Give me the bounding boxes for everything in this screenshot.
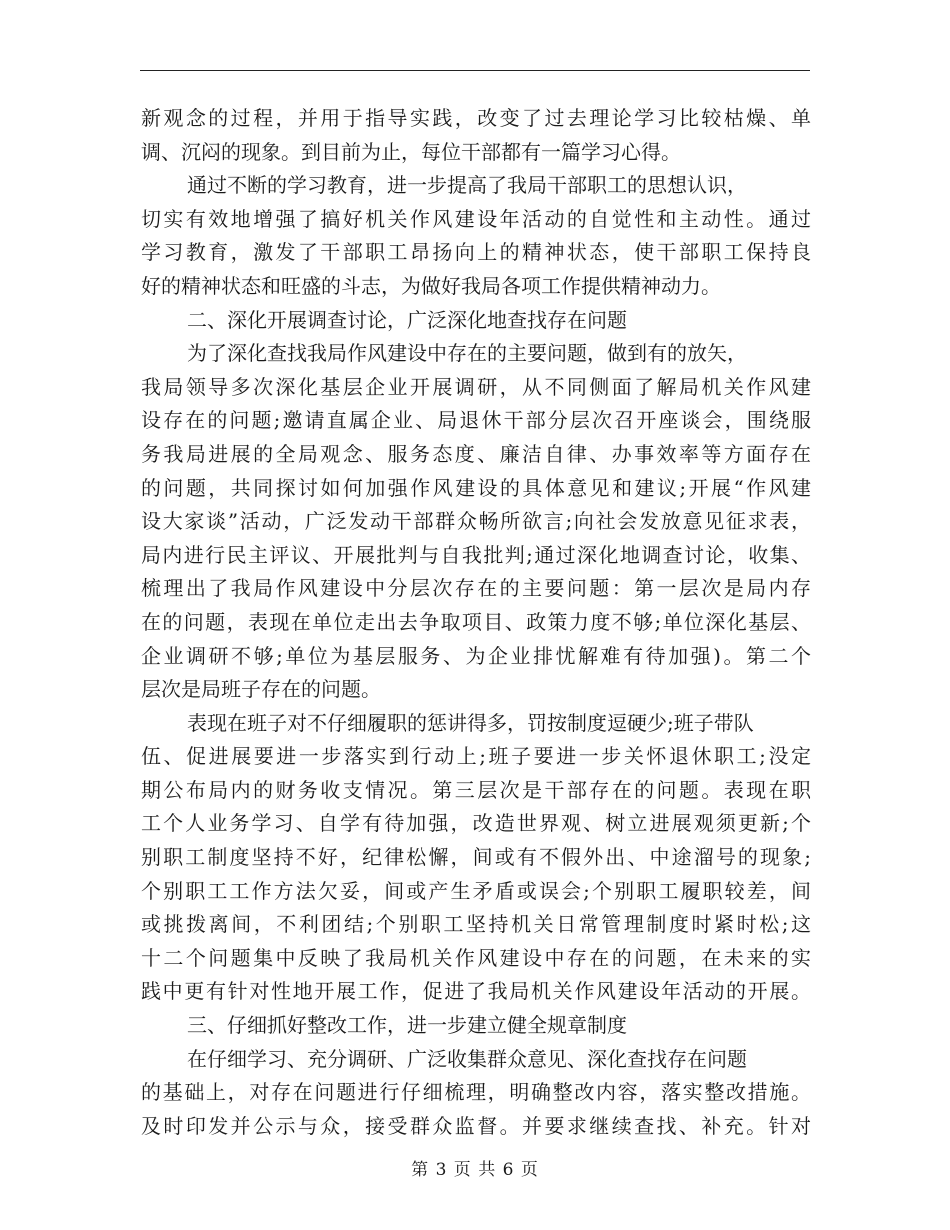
text-line: 为了深化查找我局作风建设中存在的主要问题，做到有的放矢， bbox=[187, 341, 747, 366]
text-line: 在的问题，表现在单位走出去争取项目、政策力度不够;单位深化基层、 bbox=[141, 609, 811, 634]
text-line: 调、沉闷的现象。到目前为止，每位干部都有一篇学习心得。 bbox=[141, 139, 681, 164]
text-line: 工个人业务学习、自学有待加强，改造世界观、树立进展观须更新;个 bbox=[141, 811, 811, 836]
page-number-footer: 第 3 页 共 6 页 bbox=[411, 1160, 539, 1180]
text-line: 设存在的问题;邀请直属企业、局退休干部分层次召开座谈会，围绕服 bbox=[141, 408, 811, 433]
text-line: 学习教育，激发了干部职工昂扬向上的精神状态，使干部职工保持良 bbox=[141, 240, 811, 265]
text-line: 新观念的过程，并用于指导实践，改变了过去理论学习比较枯燥、单 bbox=[141, 106, 811, 130]
text-line: 或挑拨离间，不利团结;个别职工坚持机关日常管理制度时紧时松;这 bbox=[141, 912, 811, 937]
text-line: 局内进行民主评议、开展批判与自我批判;通过深化地调查讨论，收集、 bbox=[141, 542, 811, 567]
text-line: 切实有效地增强了搞好机关作风建设年活动的自觉性和主动性。通过 bbox=[141, 206, 811, 231]
text-line: 梳理出了我局作风建设中分层次存在的主要问题：第一层次是局内存 bbox=[141, 576, 811, 601]
text-line: 企业调研不够;单位为基层服务、为企业排忧解难有待加强)。第二个 bbox=[141, 643, 811, 668]
text-line: 的问题，共同探讨如何加强作风建设的具体意见和建议;开展“作风建 bbox=[141, 475, 811, 500]
text-line: 好的精神状态和旺盛的斗志，为做好我局各项工作提供精神动力。 bbox=[141, 273, 721, 298]
text-line: 在仔细学习、充分调研、广泛收集群众意见、深化查找存在问题 bbox=[187, 1046, 747, 1071]
text-line: 期公布局内的财务收支情况。第三层次是干部存在的问题。表现在职 bbox=[141, 777, 811, 802]
text-line: 设大家谈”活动，广泛发动干部群众畅所欲言;向社会发放意见征求表， bbox=[141, 509, 811, 534]
text-line: 伍、促进展要进一步落实到行动上;班子要进一步关怀退休职工;没定 bbox=[141, 744, 811, 769]
section-heading: 三、仔细抓好整改工作，进一步建立健全规章制度 bbox=[187, 1013, 627, 1038]
document-body bbox=[141, 102, 811, 1143]
section-heading: 二、深化开展调查讨论，广泛深化地查找存在问题 bbox=[187, 307, 627, 332]
text-line: 通过不断的学习教育，进一步提高了我局干部职工的思想认识， bbox=[187, 173, 747, 198]
header-rule bbox=[140, 70, 810, 71]
text-line: 别职工制度坚持不好，纪律松懈，间或有不假外出、中途溜号的现象; bbox=[141, 845, 811, 870]
text-line: 我局领导多次深化基层企业开展调研，从不同侧面了解局机关作风建 bbox=[141, 374, 811, 399]
text-line: 践中更有针对性地开展工作，促进了我局机关作风建设年活动的开展。 bbox=[141, 979, 811, 1004]
text-line: 的基础上，对存在问题进行仔细梳理，明确整改内容，落实整改措施。 bbox=[141, 1080, 811, 1105]
text-line: 层次是局班子存在的问题。 bbox=[141, 677, 381, 702]
text-line: 表现在班子对不仔细履职的惩讲得多，罚按制度逗硬少;班子带队 bbox=[187, 710, 754, 735]
text-line: 及时印发并公示与众，接受群众监督。并要求继续查找、补充。针对 bbox=[141, 1113, 811, 1138]
text-line: 务我局进展的全局观念、服务态度、廉洁自律、办事效率等方面存在 bbox=[141, 441, 811, 466]
text-line: 十二个问题集中反映了我局机关作风建设中存在的问题，在未来的实 bbox=[141, 945, 811, 970]
text-line: 个别职工工作方法欠妥，间或产生矛盾或误会;个别职工履职较差，间 bbox=[141, 878, 811, 903]
